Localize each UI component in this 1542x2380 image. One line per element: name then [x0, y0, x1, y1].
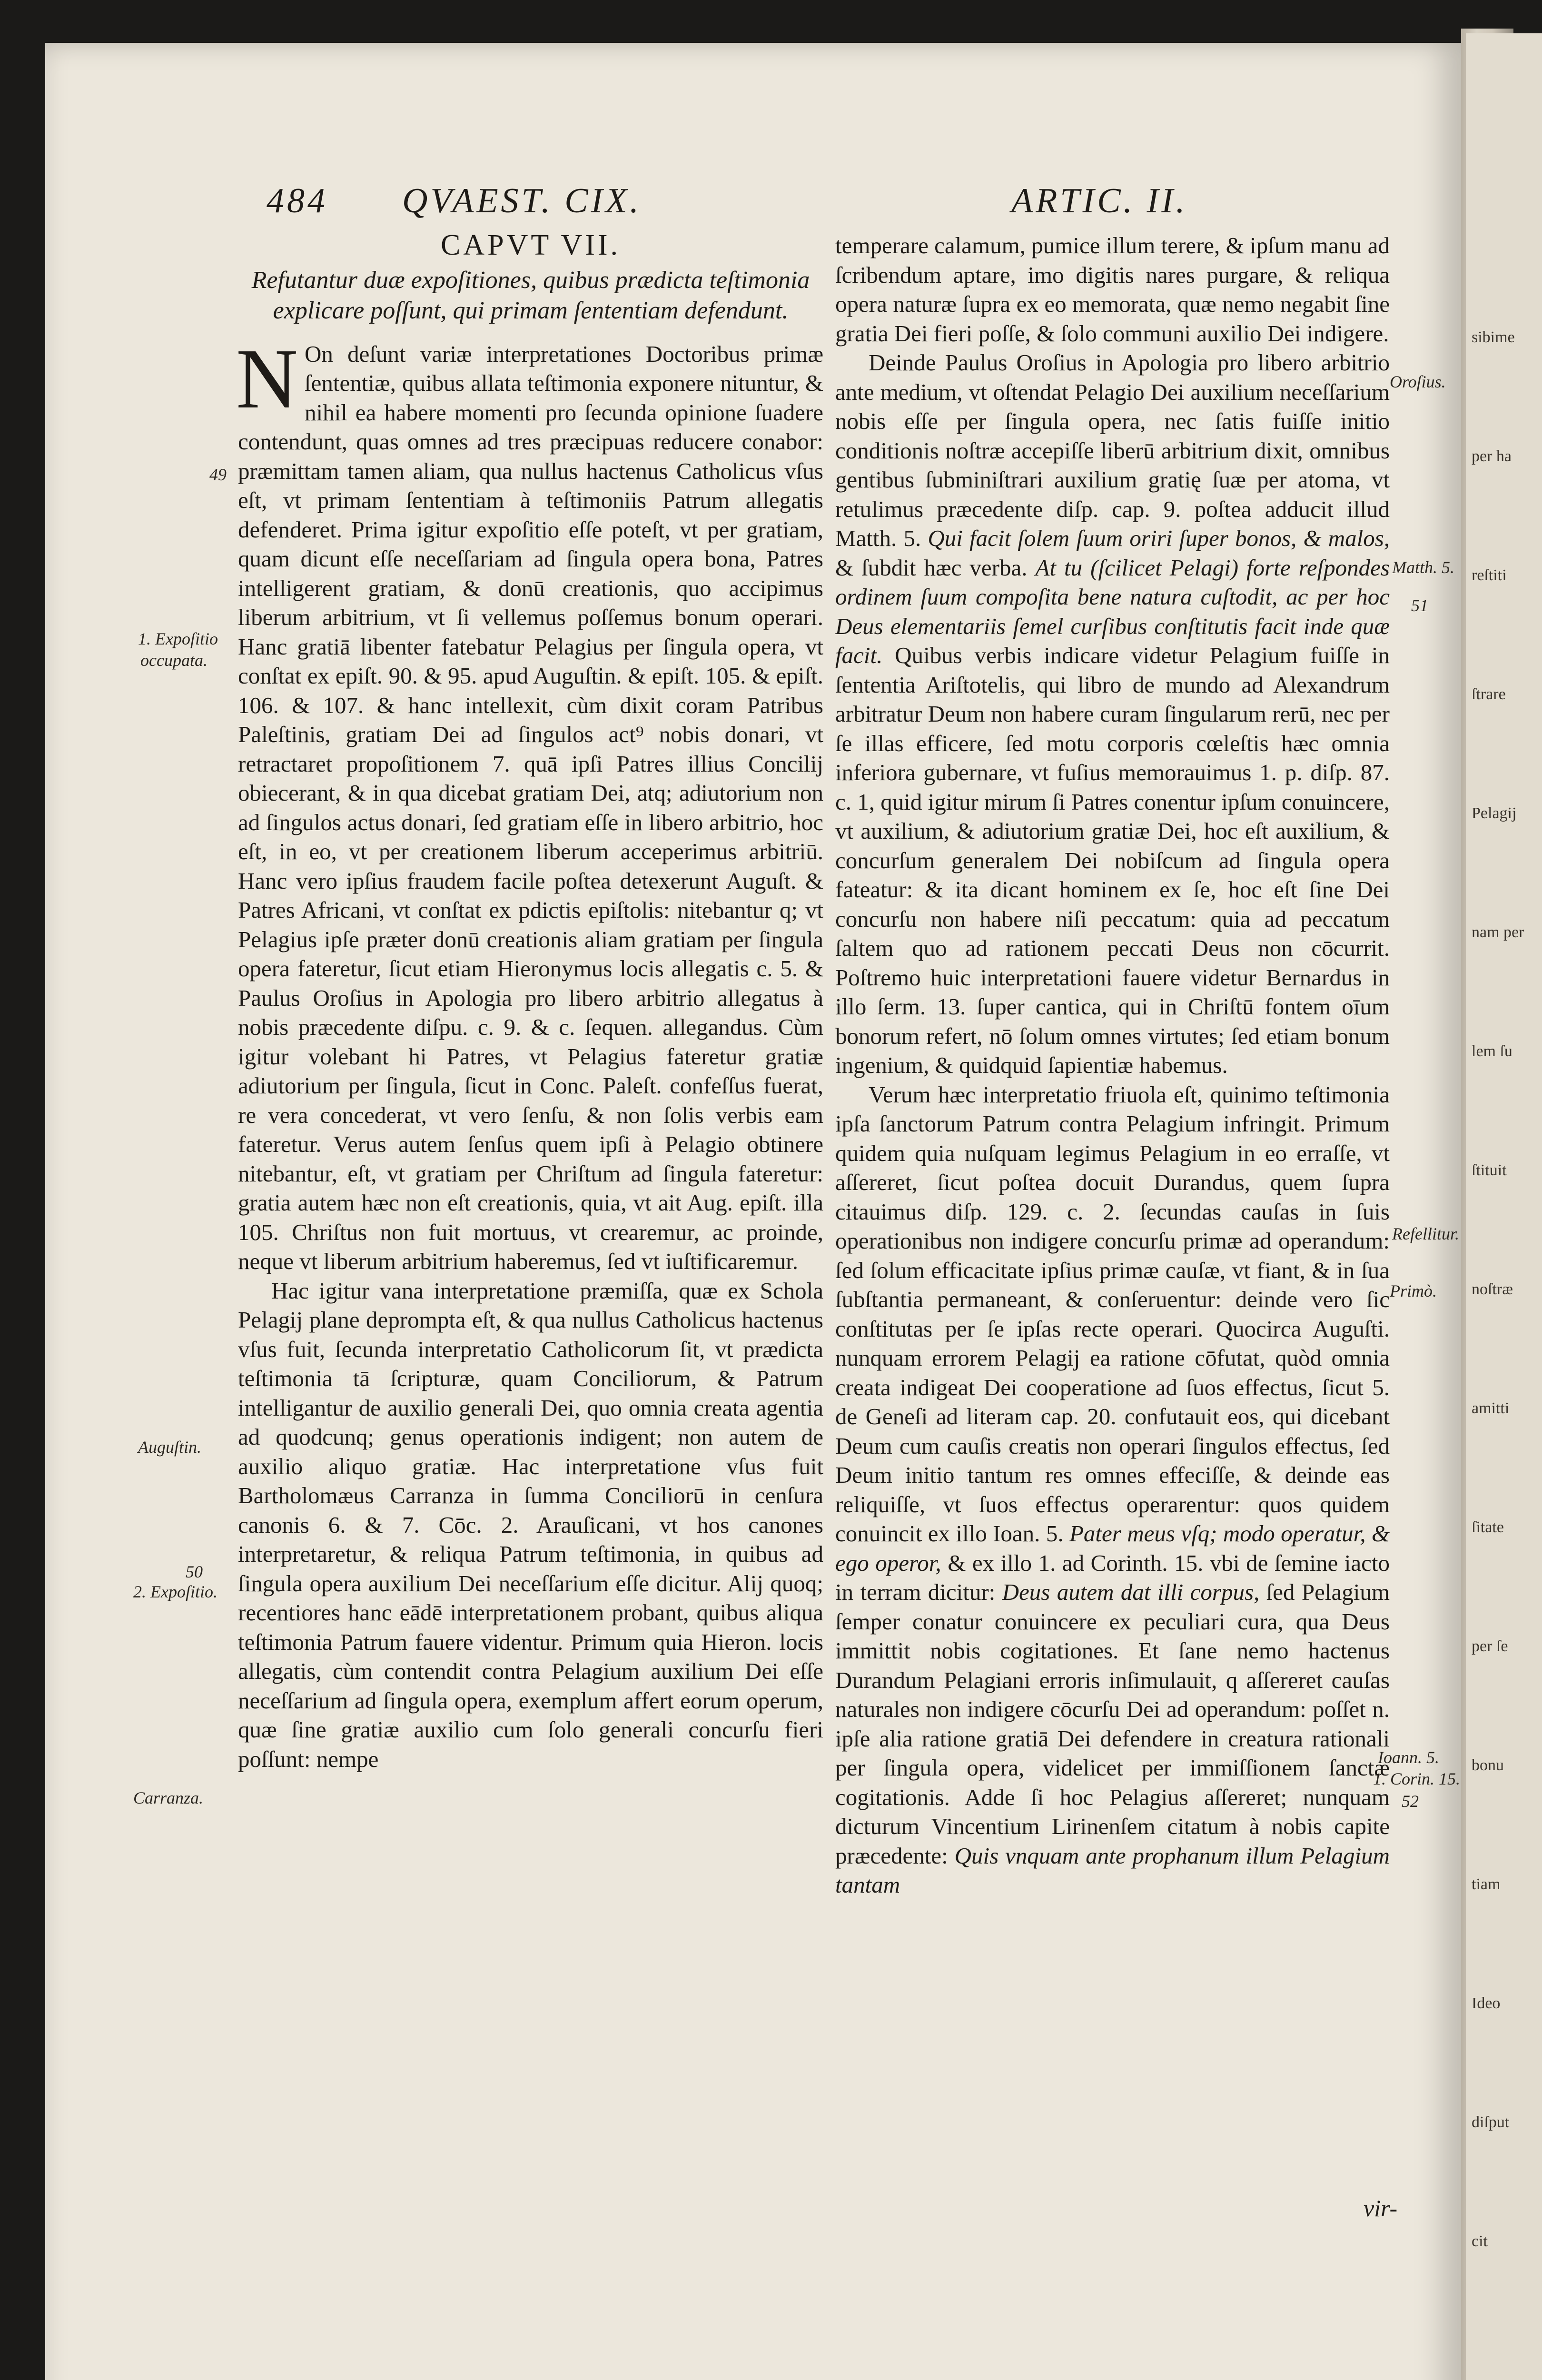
quote-vincentius: Quis vnquam ante prophanum illum Pelagium tantam	[835, 1842, 1390, 1898]
right-paragraph-3	[835, 1080, 1390, 1900]
margin-note-matth: Matth. 5.	[1392, 558, 1454, 577]
next-page-fragment: sibime	[1472, 328, 1515, 346]
next-page-fragment: noſtræ	[1472, 1280, 1513, 1298]
next-page-fragment: per ha	[1472, 447, 1512, 465]
margin-note-expositio-2: 2. Expoſitio.	[133, 1582, 217, 1601]
book-page	[45, 43, 1461, 2380]
quote-ioann: Pater meus vſq; modo operatur, & ego operor,	[835, 1520, 1390, 1576]
margin-note-augustin: Auguſtin.	[138, 1438, 201, 1457]
next-page-fragment: ſtituit	[1472, 1161, 1507, 1179]
next-page-fragment: diſput	[1472, 2113, 1510, 2131]
paragraph-2: Hac igitur vana interpretatione præmiſſa, quæ ex Schola Pelagij plane deprompta eſt, & qua nullus Catholicus hactenus vſus fuit, ſecunda interpretatio Catholicorum ſit, vt prædicta teſtimonia tā ſcripturæ, quam Conciliorum, & Patrum intelligantur de auxilio generali Dei, quo omnia creata agentia ad quodcunq; genus operationis indigent; non autem de auxilio aliquo gratiæ. Hac interpretatione vſus fuit Bartholomæus Carranza in ſumma Conciliorū in cenſura canonis 6. & 7. Cōc. 2. Arauſicani, vt hos canones interpretaretur, & reliqua Patrum teſtimonia, in quibus ad ſingula opera auxilium Dei neceſſarium eſſe dicitur. Alij quoq; recentiores hanc eādē interpretationem probant, quibus aliqua teſtimonia Patrum fauere videntur. Primum quia Hieron. locis allegatis, cùm contendit contra Pelagium auxilium Dei eſſe neceſſarium ad ſingula opera, exemplum affert eorum operum, quæ ſine gratiæ auxilio cum ſolo generali concurſu fieri poſſunt: nempe	[238, 1277, 823, 1772]
next-page-fragment: cit	[1472, 2232, 1488, 2250]
quote-orosius: At tu (ſcilicet Pelagi) forte reſpondes ordinem ſuum compoſita bene natura cuſtodit, ac per hoc Deus elementariis ſemel curſibus conſtitutis facit inde quæ facit.	[835, 554, 1390, 668]
chapter-title: CAPVT VII.	[440, 229, 621, 261]
margin-note-ioann: Ioann. 5.	[1378, 1748, 1439, 1767]
next-page-fragment: nam per	[1472, 923, 1524, 941]
running-head-artic: ARTIC. II.	[1011, 181, 1188, 220]
chapter-subtitle: Refutantur duæ expoſitiones, quibus prædicta teſtimonia explicare poſſunt, qui primam ſententiam defendunt.	[251, 266, 810, 324]
running-head-quaest: QVAEST. CIX.	[402, 181, 642, 220]
margin-number-51: 51	[1411, 596, 1428, 615]
next-page-fragment: lem ſu	[1472, 1042, 1512, 1060]
quote-matth: Qui facit ſolem ſuum oriri ſuper bonos, & malos,	[928, 525, 1390, 551]
next-page-fragment: per ſe	[1472, 1637, 1508, 1655]
next-page-fragment: bonu	[1472, 1756, 1504, 1774]
quote-corinth: Deus autem dat illi corpus,	[1002, 1579, 1260, 1605]
next-page-fragment: ſitate	[1472, 1518, 1504, 1536]
next-page-fragment: Pelagij	[1472, 804, 1517, 822]
text-span: & ex illo 1. ad Corinth. 15. vbi de ſemine iacto in terram dicitur:	[835, 1549, 1390, 1605]
next-page-edge	[1466, 33, 1542, 2380]
paragraph-1	[236, 331, 823, 1276]
paragraph-1-text: On deſunt variæ interpretationes Doctoribus primæ ſententiæ, quibus allata teſtimonia exponere nituntur, & nihil ea habere momenti pro ſecunda opinione ſuadere contendunt, quas omnes ad tres præcipuas reducere conabor: præmittam tamen aliam, qua nullus hactenus Catholicus vſus eſt, vt primam ſententiam à teſtimoniis Patrum allegatis defenderet. Prima igitur expoſitio eſſe poteſt, vt per gratiam, quam dicunt eſſe neceſſariam ad ſingula opera bona, Patres intelligerent gratiam, & donū creationis, quo accipimus liberum arbitrium, vt ſi vellemus poſſemus bonum operari. Hanc gratiā libenter fatebatur Pelagius per ſingula opera, vt conſtat ex epiſt. 90. & 95. apud Auguſtin. & epiſt. 105. & epiſt. 106. & 107. & hanc intellexit, cùm dixit coram Patribus Paleſtinis, gratiam Dei ad ſingulos act⁹ nobis donari, vt retractaret propoſitionem 7. quā ipſi Patres illius Concilij obiecerant, & in qua dicebat gratiam Dei, atq; adiutorium non ad ſingulos actus donari, ſed gratiam eſſe in libero arbitrio, hoc eſt, in eo, vt per creationem liberum acceperimus arbitriū. Hanc vero ipſius fraudem facile poſtea detexerunt Auguſt. & Patres Africani, vt conſtat ex pdictis epiſtolis: nitebantur q; vt Pelagius ipſe præter donū creationis aliam gratiam per ſingula opera fateretur, ſicut etiam Hieronymus locis allegatis c. 5. & Paulus Oroſius in Apologia pro libero arbitrio allegatus à nobis præcedente diſpu. c. 9. & c. ſequen. allegandus. Cùm igitur volebant hi Patres, vt Pelagius fateretur gratiæ adiutorium per ſingula, ſicut in Conc. Paleſt. confeſſus fuerat, re vera concederat, vt vero ſenſu, & non ſolis verbis eam fateretur. Verus autem ſenſus quem ipſi à Pelagio obtinere nitebantur, eſt, vt gratiam per Chriſtum ad ſingula fateretur: gratia autem hæc non eſt creationis, quia, vt ait Aug. epiſt. illa 105. Chriſtus non fuit mortuus, vt crearemur, ac proinde, neque vt liberum arbitrium haberemus, ſed vt iuſtificaremur.	[238, 340, 823, 1274]
margin-number-52: 52	[1402, 1792, 1419, 1811]
text-span: & ſubdit hæc verba.	[835, 554, 1028, 581]
next-page-fragment: Ideo	[1472, 1994, 1501, 2012]
next-page-fragment: ſtrare	[1472, 685, 1506, 703]
next-page-fragment: amitti	[1472, 1399, 1510, 1417]
margin-note-corinth: 1. Corin. 15.	[1373, 1769, 1461, 1788]
text-span: Verum hæc interpretatio friuola eſt, quinimo teſtimonia ipſa ſanctorum Patrum contra Pelagium infringit. Primum quidem quia nuſquam legimus Pelagium in eo erraſſe, vt aſſereret, ſicut poſtea docuit Durandus, quem ſupra citauimus diſp. 129. c. 2. ſecundas cauſas in ſuis operationibus non indigere concurſu primæ ad operandum: ſed ſolum efficacitate ipſius primæ cauſæ, vt fiant, & in ſua ſubſtantia permaneant, & conſeruentur: deinde vero ſic conſtitutas per ſe ipſas recte operari. Quocirca Auguſti. nunquam errorem Pelagij ea ratione cōfutat, quòd omnia creata indigeat Dei cooperatione ad ſuos effectus, ſicut 5. de Geneſi ad literam cap. 20. confutauit eos, qui dicebant Deum cum cauſis creatis non operari ſingulos effectus, ſed Deum initio tantum res omnes effeciſſe, & deinde eas reliquiſſe, vt ſuos effectus operarentur: quos quidem conuincit ex illo Ioan. 5.	[835, 1081, 1390, 1547]
margin-note-expositio-1: 1. Expoſitio	[138, 629, 218, 648]
margin-note-orosius: Oroſius.	[1390, 372, 1446, 391]
margin-note-primo: Primò.	[1390, 1281, 1437, 1300]
left-column	[238, 231, 823, 1774]
margin-number-50: 50	[186, 1562, 203, 1581]
next-page-fragment: tiam	[1472, 1875, 1501, 1893]
margin-note-occupata: occupata.	[140, 651, 208, 670]
text-span: Quibus verbis indicare videtur Pelagium fuiſſe in ſententia Ariſtotelis, qui libro de mundo ad Alexandrum arbitratur Deum non habere curam ſingularum rerū, nec per ſe illas efficere, ſed motu corporis cœleſtis hæc omnia inferiora gubernare, vt fuſius memorauimus 1. p. diſp. 87. c. 1, quid igitur mirum ſi Patres conentur ipſum conuincere, vt auxilium, & adiutorium gratiæ Dei, hoc eſt auxilium, & concurſum generalem Dei nobiſcum ad ſingula opera fateatur: & ita dicant hominem ex ſe, hoc eſt ſine Dei concurſu non habere niſi peccatum: quia ad peccatum ſaltem quo ad rationem peccati Deus non cōcurrit. Poſtremo huic interpretationi fauere videtur Bernardus in illo ſerm. 13. ſuper cantica, qui in Chriſtū fontem oīum bonorum refert, nō ſolum omnes virtutes; ſed etiam bonum ingenium, & quidquid ſapientiæ habemus.	[835, 642, 1390, 1078]
right-paragraph-1: temperare calamum, pumice illum terere, & ipſum manu ad ſcribendum aptare, imo digitis nares purgare, & reliqua opera naturæ ſupra ex eo memorata, quæ nemo negabit ſine gratia Dei fieri poſſe, & ſolo communi auxilio Dei indigere.	[835, 232, 1390, 347]
page-number: 484	[267, 181, 328, 220]
margin-note-carranza: Carranza.	[133, 1788, 204, 1807]
next-page-fragment: reſtiti	[1472, 566, 1507, 584]
drop-cap: N	[236, 331, 298, 426]
text-span: Deinde Paulus Oroſius in Apologia pro libero arbitrio ante medium, vt oſtendat Pelagio Dei auxilium neceſſarium nobis eſſe per ſingula opera, nec ſatis fuiſſe initio conditionis noſtræ accepiſſe liberū arbitrium dixit, omnibus gentibus ſubminiſtrari auxilium gratię ſuæ per atoma, vt retulimus præcedente diſp. cap. 9. poſtea adducit illud Matth. 5.	[835, 349, 1390, 551]
margin-number-49: 49	[209, 465, 227, 484]
right-column	[835, 231, 1390, 1900]
margin-note-refellitur: Refellitur.	[1392, 1224, 1459, 1243]
text-span: ſed Pelagium ſemper conatur conuincere ex peculiari cura, qua Deus immittit nobis cogitationes. Et ſane nemo hactenus Durandum Pelagiani erroris inſimulauit, q aſſereret cauſas naturales non indigere cōcurſu Dei ad operandum: poſſet n. ipſe alia ratione gratiā Dei defendere in creatura rationali per ſingula opera, videlicet per immiſſionem ſanctæ cogitationis. Adde ſi hoc Pelagius aſſereret; nunquam dicturum Vincentium Lirinenſem citatum à nobis capite præcedente:	[835, 1579, 1390, 1869]
right-paragraph-2	[835, 348, 1390, 1080]
catchword: vir-	[1364, 2195, 1398, 2221]
